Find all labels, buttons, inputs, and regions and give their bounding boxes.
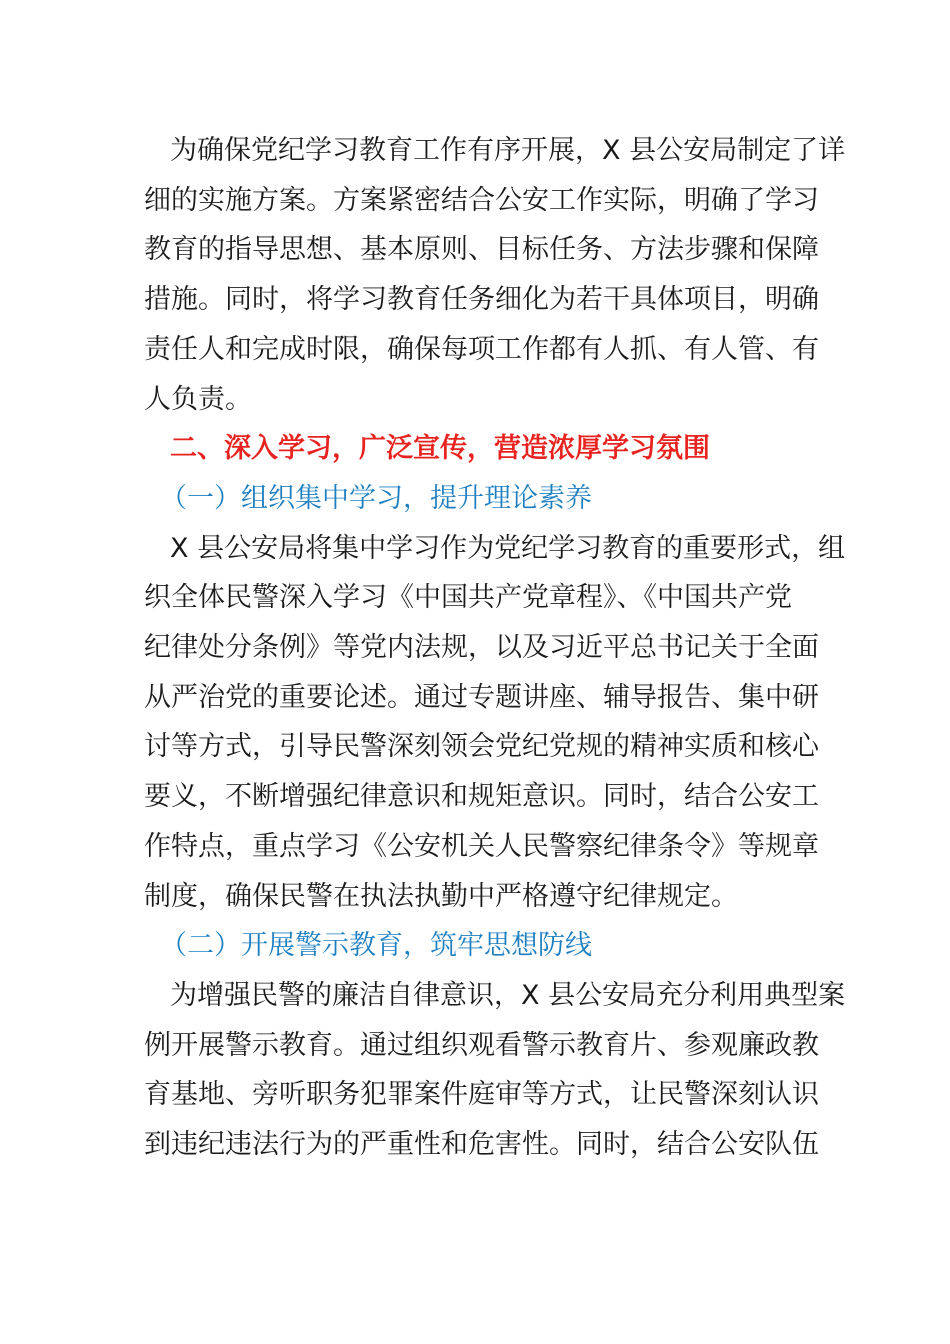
paragraph-line: 要义，不断增强纪律意识和规矩意识。同时，结合公安工 [144, 781, 819, 813]
paragraph-line: 作特点，重点学习《公安机关人民警察纪律条令》等规章 [144, 830, 819, 862]
paragraph-line: 到违纪违法行为的严重性和危害性。同时，结合公安队伍 [144, 1129, 819, 1160]
paragraph-line: 制度，确保民警在执法执勤中严格遵守纪律规定。 [144, 880, 738, 912]
paragraph-line: 人负责。 [144, 383, 252, 415]
paragraph-line: 织全体民警深入学习《中国共产党章程》、《中国共产党 [144, 582, 792, 614]
paragraph-line: 教育的指导思想、基本原则、目标任务、方法步骤和保障 [144, 234, 819, 266]
paragraph-line: 从严治党的重要论述。通过专题讲座、辅导报告、集中研 [144, 681, 819, 713]
paragraph-line: 讨等方式，引导民警深刻领会党纪党规的精神实质和核心 [144, 731, 819, 763]
paragraph-line: 细的实施方案。方案紧密结合公安工作实际，明确了学习 [144, 184, 819, 216]
subsection-heading: （二）开展警示教育，筑牢思想防线 [160, 930, 592, 962]
paragraph-line: 纪律处分条例》等党内法规，以及习近平总书记关于全面 [144, 632, 819, 663]
paragraph-line: 责任人和完成时限，确保每项工作都有人抓、有人管、有 [144, 333, 819, 365]
paragraph-line: 措施。同时，将学习教育任务细化为若干具体项目，明确 [144, 284, 819, 316]
paragraph-line: 育基地、旁听职务犯罪案件庭审等方式，让民警深刻认识 [144, 1079, 819, 1111]
paragraph-line: 例开展警示教育。通过组织观看警示教育片、参观廉政教 [144, 1029, 819, 1061]
section-heading: 二、深入学习，广泛宣传，营造浓厚学习氛围 [170, 433, 710, 465]
subsection-heading: （一）组织集中学习，提升理论素养 [160, 482, 592, 514]
paragraph-line: 为增强民警的廉洁自律意识，X 县公安局充分利用典型案 [170, 979, 846, 1011]
paragraph-line: 为确保党纪学习教育工作有序开展，X 县公安局制定了详 [170, 135, 846, 166]
paragraph-line: X 县公安局将集中学习作为党纪学习教育的重要形式，组 [170, 532, 846, 564]
